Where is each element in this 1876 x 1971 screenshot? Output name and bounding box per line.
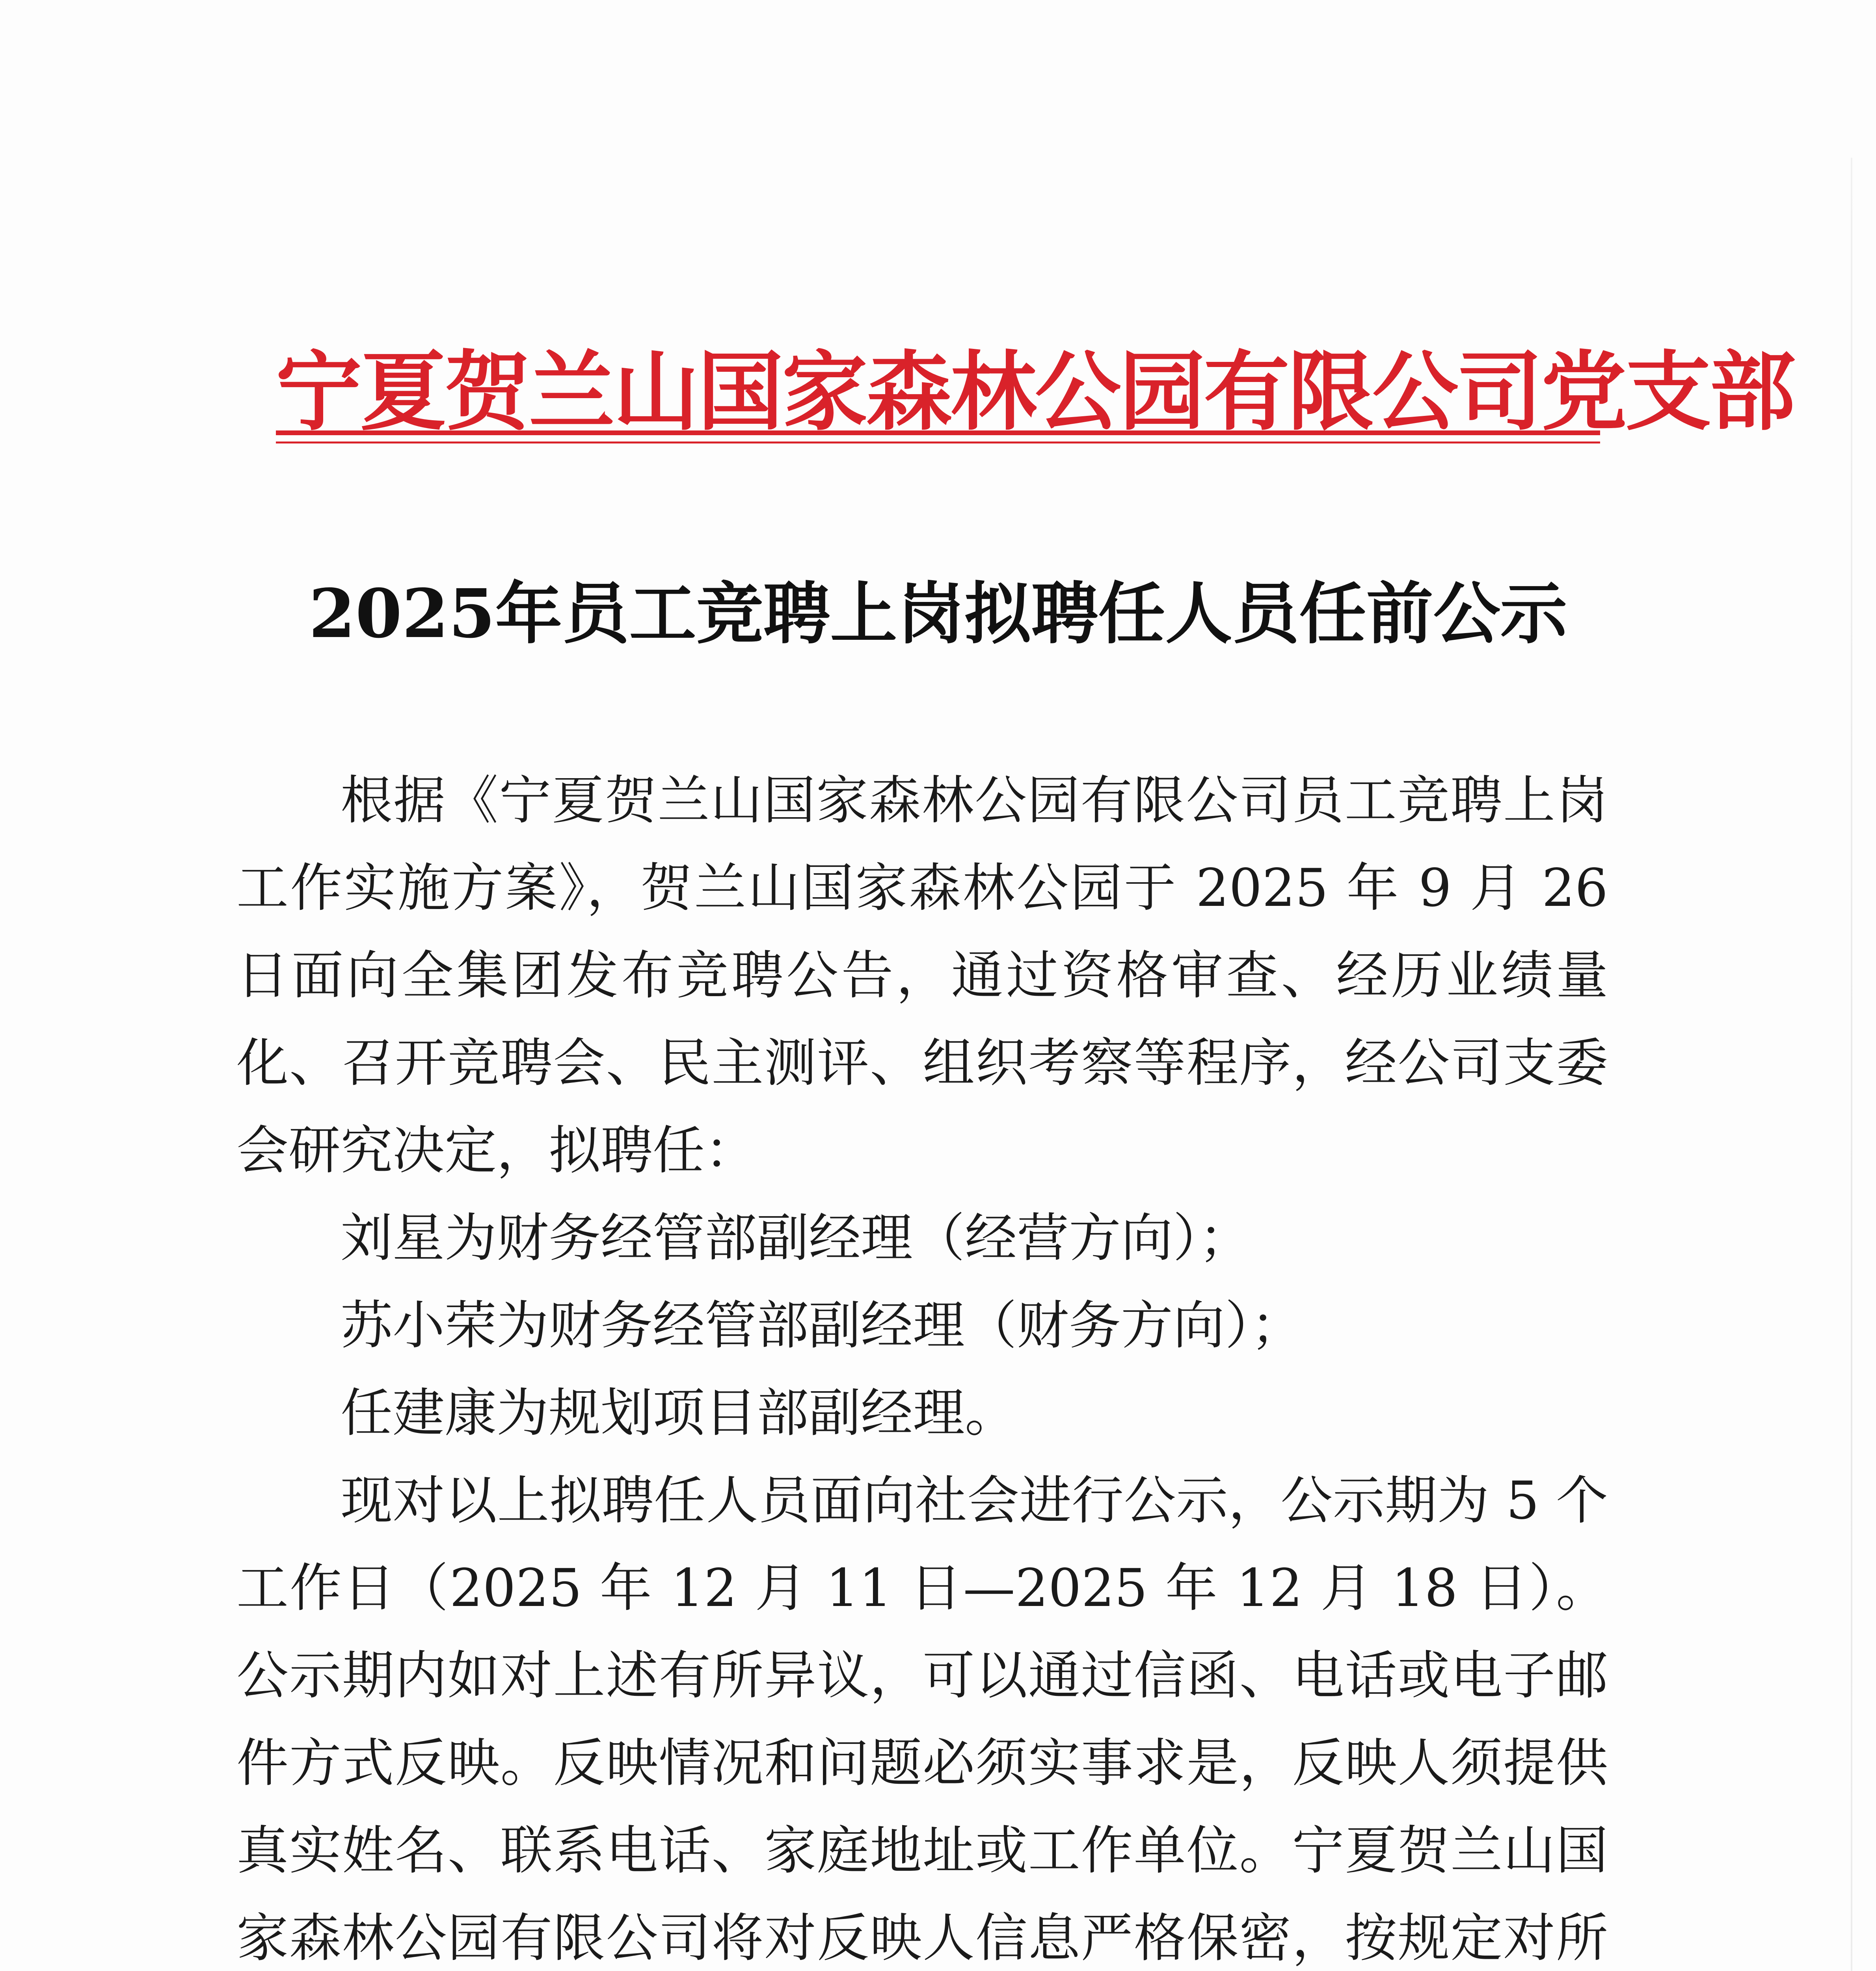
document-body [236, 757, 1608, 1971]
intro-paragraph: 根据《宁夏贺兰山国家森林公园有限公司员工竞聘上岗工作实施方案》，贺兰山国家森林公园于 2025 年 9 月 26 日面向全集团发布竞聘公告，通过资格审查、经历业绩量化、召开竞聘会、民主测评、组织考察等程序，经公司支委会研究决定，拟聘任： [236, 770, 1608, 1181]
appointee-item: 任建康为规划项目部副经理。 [341, 1383, 1017, 1444]
appointee-item: 刘星为财务经管部副经理（经营方向）； [341, 1208, 1251, 1269]
appointee-item: 苏小荣为财务经管部副经理（财务方向）； [341, 1295, 1303, 1356]
notice-paragraph: 现对以上拟聘任人员面向社会进行公示，公示期为 5 个工作日（2025 年 12 月 11 日—2025 年 12 月 18 日）。公示期内如对上述有所异议，可以通过信函、电话或电子邮件方式反映。反映情况和问题必须实事求是，反映人须提供真实姓名、联系电话、家庭地址或工作单位。宁夏贺兰山国家森林公园有限公司将对反映人信息严格保密，按规定对所 [236, 1470, 1608, 1969]
letterhead-org-name: 宁夏贺兰山国家森林公园有限公司党支部 [276, 341, 1794, 442]
scan-edge-shadow [1851, 158, 1852, 1971]
document-title: 2025年员工竞聘上岗拟聘任人员任前公示 [309, 574, 1567, 653]
letterhead-red-rule [276, 430, 1600, 435]
letterhead-red-rule-thin [276, 442, 1600, 443]
